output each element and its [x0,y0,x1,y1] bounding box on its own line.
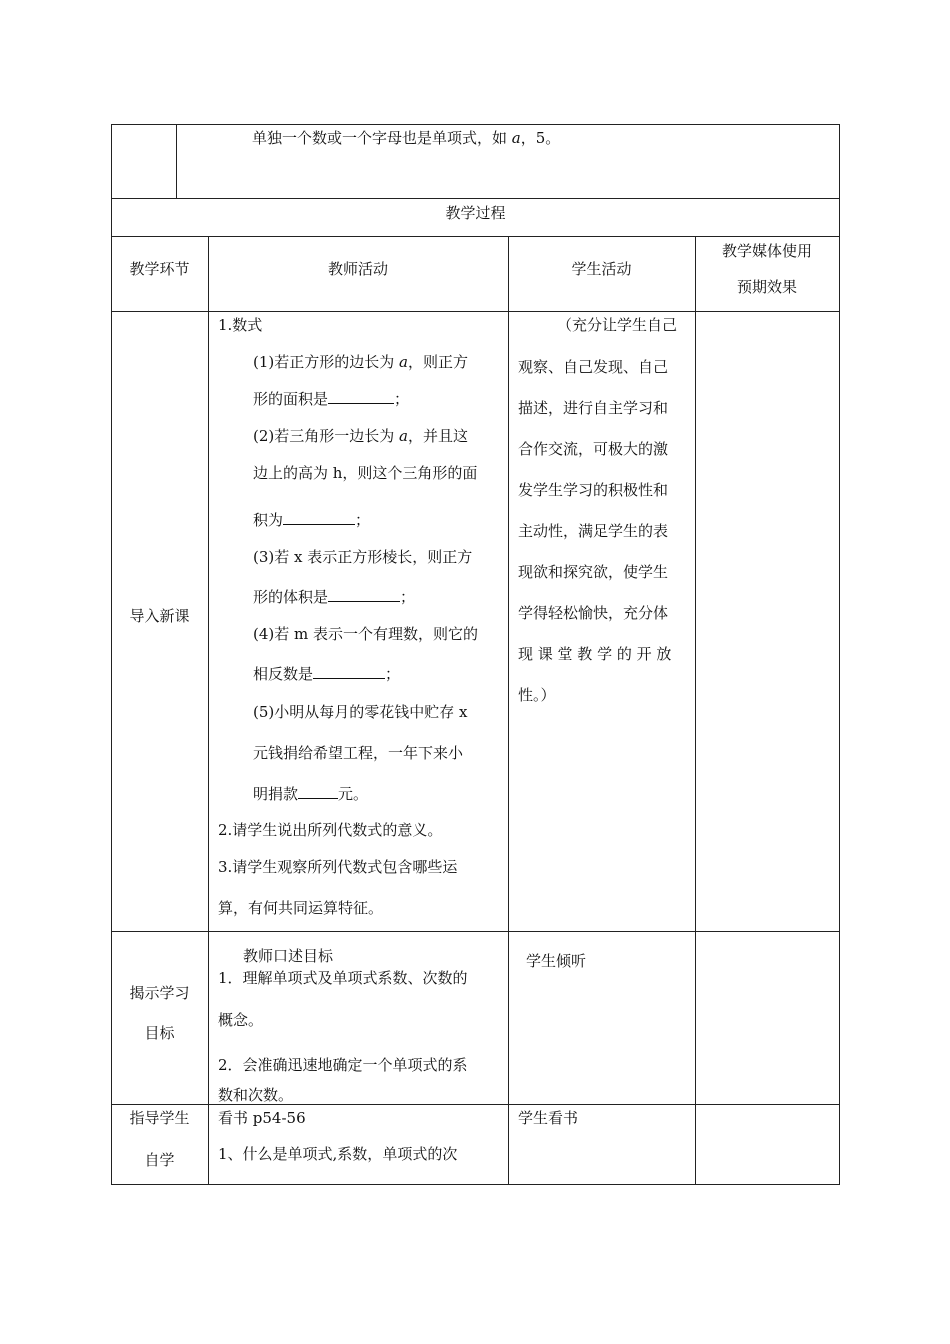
rule-bottom [111,1184,840,1185]
intro-l3b: 算，有何共同运算特征。 [218,899,384,917]
intro-q1b-post: ； [394,390,410,408]
intro-q4b [253,664,400,684]
answer-blank[interactable] [283,510,355,525]
intro-student-2: 描述，进行自主学习和 [518,399,669,417]
answer-blank[interactable] [313,664,385,679]
intro-l2: 2.请学生说出所列代数式的意义。 [218,821,443,839]
intro-q3b-pre: 形的体积是 [253,588,329,606]
top-row-text-pre: 单独一个数或一个字母也是单项式，如 [252,129,512,147]
answer-blank[interactable] [298,784,338,799]
intro-student-9: 性。） [518,686,556,704]
intro-student-0: （充分让学生自己 [557,316,678,334]
intro-q1a [253,352,468,372]
header-media-line2: 预期效果 [736,278,797,296]
self-stage-line1: 指导学生 [129,1109,190,1127]
answer-blank[interactable] [328,587,400,602]
rule-col2 [208,236,209,1185]
section-title: 教学过程 [445,204,506,222]
intro-q2c-pre: 积为 [253,511,284,529]
header-media-line1: 教学媒体使用 [721,242,812,260]
intro-q2c-post: ； [355,511,371,529]
intro-student-6: 现欲和探究欲，使学生 [518,563,669,581]
intro-l1: 1.数式 [218,316,263,334]
top-row-text [252,128,560,148]
intro-q1b-pre: 形的面积是 [253,390,329,408]
intro-q1b [253,389,409,409]
top-row-text-post: ，5。 [520,129,561,147]
answer-blank[interactable] [328,389,394,404]
intro-q3b-post: ； [400,588,416,606]
rule-right [839,124,840,1185]
intro-q1a-var: a [399,353,408,371]
header-teacher: 教师活动 [327,260,388,278]
rule-title-top [111,198,840,199]
intro-q2c [253,510,370,530]
header-stage: 教学环节 [129,260,190,278]
goals-g1a: 1．理解单项式及单项式系数、次数的 [218,969,468,987]
rule-top-inner [176,124,177,198]
intro-q5c-pre: 明捐款 [253,785,299,803]
intro-q3b [253,587,415,607]
intro-q4b-post: ； [385,665,401,683]
rule-header-bottom [111,311,840,312]
goals-title: 教师口述目标 [243,947,334,965]
intro-q1a-pre: (1)若正方形的边长为 [253,353,400,371]
intro-student-8: 现 课 堂 教 学 的 开 放 [518,645,672,663]
intro-student-1: 观察、自己发现、自己 [518,358,669,376]
intro-q2a-var: a [399,427,408,445]
rule-top [111,124,840,125]
intro-q2b: 边上的高为 h，则这个三角形的面 [253,464,478,482]
goals-stage-line2: 目标 [144,1024,175,1042]
self-l2: 1、什么是单项式,系数，单项式的次 [218,1145,458,1163]
intro-q4a: (4)若 m 表示一个有理数，则它的 [253,625,479,643]
self-stage-line2: 自学 [144,1151,175,1169]
self-l1: 看书 p54-56 [218,1109,306,1127]
rule-header-top [111,236,840,237]
intro-student-7: 学得轻松愉快，充分体 [518,604,669,622]
intro-stage: 导入新课 [129,607,190,625]
goals-g2b: 数和次数。 [218,1086,294,1104]
goals-g2a: 2．会准确迅速地确定一个单项式的系 [218,1056,468,1074]
goals-stage-line1: 揭示学习 [129,984,190,1002]
goals-g1b: 概念。 [218,1011,264,1029]
intro-q3a: (3)若 x 表示正方形棱长，则正方 [253,548,473,566]
intro-q2a [253,426,468,446]
rule-col3 [508,236,509,1185]
intro-q4b-pre: 相反数是 [253,665,314,683]
top-row-var: a [511,129,521,147]
intro-q5b: 元钱捐给希望工程，一年下来小 [253,744,464,762]
intro-student-3: 合作交流，可极大的激 [518,440,669,458]
header-student: 学生活动 [571,260,632,278]
self-student: 学生看书 [518,1109,579,1127]
intro-q5c [253,784,368,804]
intro-q5a: (5)小明从每月的零花钱中贮存 x [253,703,468,721]
rule-intro-bottom [111,931,840,932]
intro-l3a: 3.请学生观察所列代数式包含哪些运 [218,858,458,876]
intro-q2a-post: ，并且这 [407,427,468,445]
intro-student-5: 主动性，满足学生的表 [518,522,669,540]
intro-q1a-post: ，则正方 [407,353,468,371]
intro-student-4: 发学生学习的积极性和 [518,481,669,499]
intro-q2a-pre: (2)若三角形一边长为 [253,427,400,445]
rule-col4 [695,236,696,1185]
goals-student: 学生倾听 [526,952,587,970]
intro-q5c-post: 元。 [338,785,369,803]
